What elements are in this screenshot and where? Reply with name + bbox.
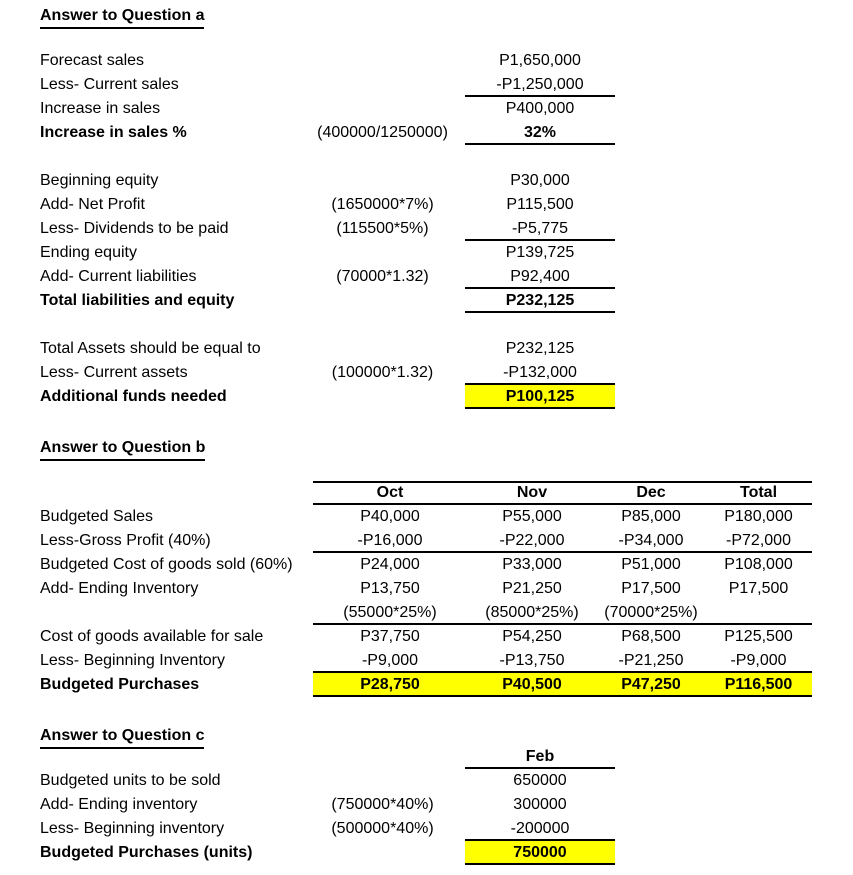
cell-nov: P54,250 <box>502 628 562 645</box>
row-label: Beginning equity <box>40 172 159 189</box>
table-row-add-ending-inventory <box>40 577 812 601</box>
row-value: -P5,775 <box>465 217 615 241</box>
row-label: Budgeted units to be sold <box>40 772 221 789</box>
row-label: Add- Ending Inventory <box>40 580 199 597</box>
header-spacer <box>40 745 300 769</box>
row-value: 300000 <box>513 796 567 813</box>
column-header-oct: Oct <box>313 481 467 505</box>
row-less-beginning-inventory <box>40 817 615 841</box>
section-b-table <box>40 481 812 697</box>
row-label: Budgeted Cost of goods sold (60%) <box>40 556 293 573</box>
row-add-net-profit <box>40 193 615 217</box>
row-label: Budgeted Purchases (units) <box>40 844 253 861</box>
row-feb-header <box>40 745 615 769</box>
cell-dec: -P21,250 <box>597 649 705 673</box>
row-label: Total liabilities and equity <box>40 292 235 309</box>
row-value: 32% <box>465 121 615 145</box>
row-value: P92,400 <box>465 265 615 289</box>
row-value-highlighted: P100,125 <box>465 385 615 409</box>
row-label: Budgeted Sales <box>40 508 153 525</box>
row-label: Budgeted Purchases <box>40 676 200 693</box>
cell-oct: P40,000 <box>360 508 420 525</box>
column-header-feb: Feb <box>465 745 615 769</box>
row-value-highlighted: 750000 <box>465 841 615 865</box>
row-formula: (100000*1.32) <box>331 364 434 381</box>
table-row-budgeted-sales <box>40 505 812 529</box>
row-label: Forecast sales <box>40 52 145 69</box>
cell-oct: P24,000 <box>360 556 420 573</box>
cell-dec: P51,000 <box>621 556 681 573</box>
row-additional-funds-needed <box>40 385 615 409</box>
heading-answer-a <box>40 6 204 30</box>
heading-answer-c-text: Answer to Question c <box>40 726 204 749</box>
row-add-current-liabilities <box>40 265 615 289</box>
row-value: P115,500 <box>506 196 574 213</box>
row-formula <box>300 337 465 361</box>
row-label <box>40 601 313 625</box>
row-label: Less- Beginning inventory <box>40 820 225 837</box>
cell-oct-formula: (55000*25%) <box>313 601 467 625</box>
column-header-nov: Nov <box>467 481 597 505</box>
row-formula <box>300 73 465 97</box>
row-value: -P1,250,000 <box>465 73 615 97</box>
row-label: Less- Current assets <box>40 364 188 381</box>
row-value: P1,650,000 <box>499 52 581 69</box>
cell-oct: -P9,000 <box>313 649 467 673</box>
section-c-block <box>40 745 615 865</box>
table-row-ending-inventory-formulas <box>40 601 812 625</box>
row-value: P232,125 <box>465 289 615 313</box>
table-row-budgeted-purchases <box>40 673 812 697</box>
row-value: P139,725 <box>505 244 575 261</box>
row-less-current-assets <box>40 361 615 385</box>
cell-total: -P72,000 <box>705 529 812 553</box>
cell-total: P125,500 <box>724 628 793 645</box>
row-total-assets-equal <box>40 337 615 361</box>
cell-total-highlighted: P116,500 <box>705 673 812 697</box>
table-row-less-gross-profit <box>40 529 812 553</box>
row-formula <box>300 169 465 193</box>
row-total-liabilities-equity <box>40 289 615 313</box>
row-formula: (70000*1.32) <box>336 268 429 285</box>
cell-total: P180,000 <box>724 508 793 525</box>
section-a-block1 <box>40 49 615 145</box>
cell-dec: P17,500 <box>621 580 681 597</box>
cell-oct: P13,750 <box>360 580 420 597</box>
cell-dec-formula: (70000*25%) <box>597 601 705 625</box>
row-add-ending-inventory <box>40 793 615 817</box>
row-value: P30,000 <box>510 172 570 189</box>
cell-total: -P9,000 <box>705 649 812 673</box>
cell-dec: P85,000 <box>621 508 681 525</box>
row-label: Cost of goods available for sale <box>40 628 264 645</box>
cell-nov: P21,250 <box>502 580 562 597</box>
cell-dec: -P34,000 <box>597 529 705 553</box>
cell-total: P17,500 <box>728 580 789 597</box>
heading-answer-b-text: Answer to Question b <box>40 438 205 461</box>
table-row-cost-goods-available <box>40 625 812 649</box>
row-formula: (115500*5%) <box>336 220 429 237</box>
row-label: Add- Ending inventory <box>40 796 198 813</box>
section-a-block2 <box>40 169 615 313</box>
heading-answer-a-text: Answer to Question a <box>40 6 204 29</box>
row-formula: (750000*40%) <box>331 796 434 813</box>
row-value: -200000 <box>465 817 615 841</box>
row-formula: (500000*40%) <box>331 820 434 837</box>
table-row-budgeted-cogs <box>40 553 812 577</box>
row-less-current-sales <box>40 73 615 97</box>
row-increase-in-sales <box>40 97 615 121</box>
row-formula <box>300 241 465 265</box>
row-value: 650000 <box>513 772 567 789</box>
row-label: Additional funds needed <box>40 388 227 405</box>
cell-nov: P33,000 <box>502 556 562 573</box>
cell-dec-highlighted: P47,250 <box>597 673 705 697</box>
row-formula <box>300 385 465 409</box>
cell-dec: P68,500 <box>621 628 681 645</box>
cell-nov-highlighted: P40,500 <box>467 673 597 697</box>
row-formula <box>300 841 465 865</box>
cell-oct: P37,750 <box>360 628 420 645</box>
row-formula <box>300 97 465 121</box>
row-label: Increase in sales % <box>40 124 187 141</box>
cell-nov-formula: (85000*25%) <box>467 601 597 625</box>
row-formula <box>300 49 465 73</box>
row-label: Ending equity <box>40 244 137 261</box>
heading-answer-b <box>40 438 205 462</box>
row-formula <box>300 769 465 793</box>
cell-nov: P55,000 <box>502 508 562 525</box>
column-header-dec: Dec <box>597 481 705 505</box>
header-spacer <box>40 481 313 505</box>
row-label: Add- Current liabilities <box>40 268 197 285</box>
row-label: Add- Net Profit <box>40 196 145 213</box>
table-row-less-beginning-inventory <box>40 649 812 673</box>
row-value: -P132,000 <box>465 361 615 385</box>
cell-nov: -P13,750 <box>467 649 597 673</box>
section-a-block3 <box>40 337 615 409</box>
row-label: Total Assets should be equal to <box>40 340 261 357</box>
row-formula <box>300 289 465 313</box>
cell-oct-highlighted: P28,750 <box>313 673 467 697</box>
row-label: Less- Current sales <box>40 76 179 93</box>
row-beginning-equity <box>40 169 615 193</box>
row-label: Less-Gross Profit (40%) <box>40 532 211 549</box>
row-ending-equity <box>40 241 615 265</box>
row-forecast-sales <box>40 49 615 73</box>
table-header-row <box>40 481 812 505</box>
cell-nov: -P22,000 <box>467 529 597 553</box>
cell-total: P108,000 <box>724 556 793 573</box>
row-value: P232,125 <box>505 340 575 357</box>
row-increase-in-sales-pct <box>40 121 615 145</box>
row-budgeted-purchases-units <box>40 841 615 865</box>
column-header-total: Total <box>705 481 812 505</box>
row-formula: (1650000*7%) <box>331 196 434 213</box>
row-budgeted-units-sold <box>40 769 615 793</box>
row-value: P400,000 <box>505 100 575 117</box>
row-label: Less- Beginning Inventory <box>40 652 225 669</box>
row-label: Less- Dividends to be paid <box>40 220 229 237</box>
cell-oct: -P16,000 <box>313 529 467 553</box>
cell-total <box>705 601 812 625</box>
row-formula: (400000/1250000) <box>317 124 448 141</box>
row-less-dividends <box>40 217 615 241</box>
row-label: Increase in sales <box>40 100 161 117</box>
header-spacer <box>300 745 465 769</box>
